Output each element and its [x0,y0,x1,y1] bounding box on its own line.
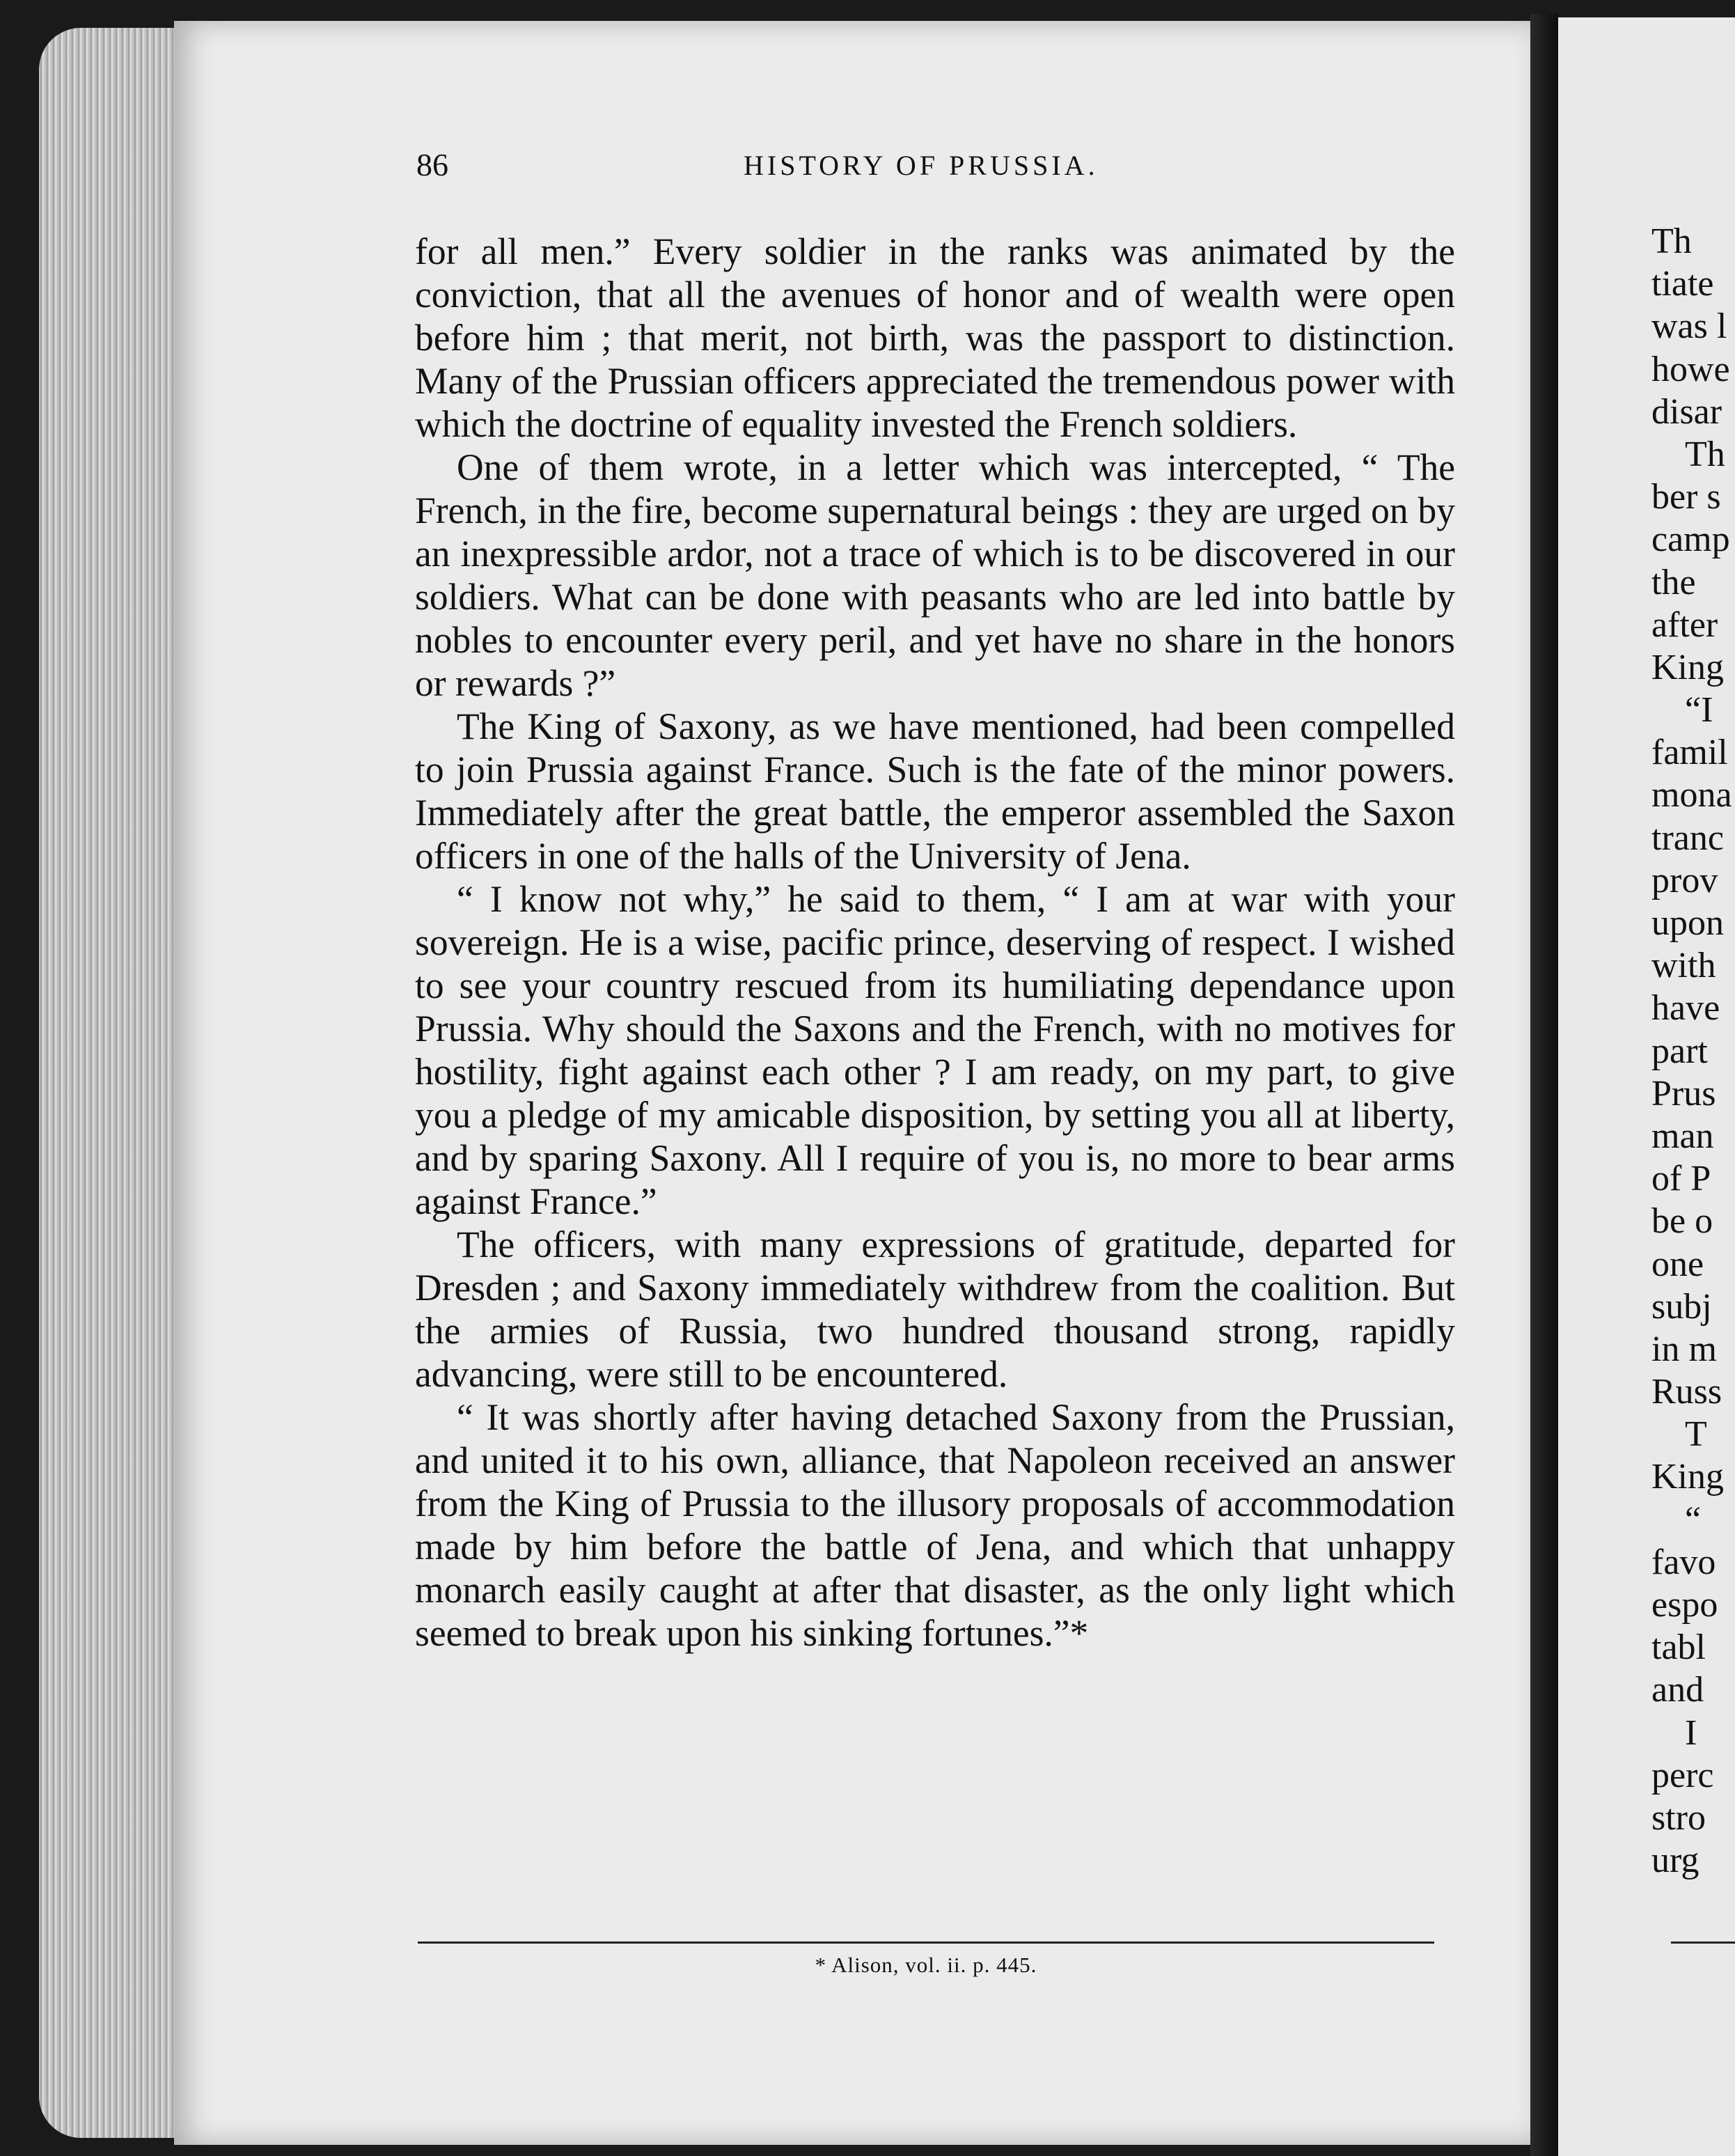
facing-page-line: the [1651,562,1696,602]
facing-page-line: Th [1651,221,1692,261]
book-page-edges [39,28,185,2138]
facing-page-line: of P [1651,1159,1711,1199]
paragraph: The King of Saxony, as we have mentioned, had been compelled to join Prussia against France. Such is the fate of the minor powers. Immediately after the great battle, the emperor assembled the Saxon officers in one of the halls of the University of Jena. [415,705,1455,877]
facing-page-line: mona [1651,775,1732,815]
facing-page-line: King [1651,1457,1724,1497]
facing-page-line: in m [1651,1329,1717,1369]
facing-page-line: howe [1651,349,1730,389]
facing-page-line: after [1651,604,1718,645]
facing-page-line: Th [1685,434,1725,474]
facing-page-line: prov [1651,860,1718,900]
facing-page-line: man [1651,1116,1714,1156]
footnote: * Alison, vol. ii. p. 445. [815,1953,1037,1977]
paragraph: The officers, with many expressions of gratitude, departed for Dresden ; and Saxony immediately withdrew from the coalition. But the armies of Russia, two hundred thousand strong, rapidly advancing, were still to be encountered. [415,1224,1455,1395]
facing-page-line: with [1651,946,1716,986]
facing-page-line: Prus [1651,1073,1716,1114]
facing-page-line: tranc [1651,818,1724,858]
facing-page-line: King [1651,647,1724,687]
facing-page-line: espo [1651,1585,1718,1625]
facing-page-footnote-divider [1671,1942,1735,1944]
body-text [415,230,1455,1655]
facing-page-text [1651,220,1735,1882]
book-gutter [1530,14,1558,2156]
page-header [416,146,1461,188]
facing-page-line: Russ [1651,1372,1722,1412]
facing-page-line: T [1685,1414,1707,1455]
running-head: HISTORY OF PRUSSIA. [744,150,1099,181]
facing-page-line: camp [1651,520,1730,560]
facing-page-line: tabl [1651,1627,1706,1668]
facing-page-line: ber s [1651,477,1721,517]
facing-page-line: and [1651,1670,1704,1710]
paragraph: for all men.” Every soldier in the ranks was animated by the conviction, that all the avenues of honor and of wealth were open before him ; that merit, not birth, was the passport to distinction. Many of the Prussian officers appreciated the tremendous power with which the doctrine of equality invested the French soldiers. [415,231,1455,445]
facing-page-line: subj [1651,1286,1712,1327]
paragraph: “ I know not why,” he said to them, “ I am at war with your sovereign. He is a wise, pacific prince, deserving of respect. I wished to see your country rescued from its humiliating dependance upon Prussia. Why should the Saxons and the French, with no motives for hostility, fight against each other ? I am ready, on my part, to give you a pledge of my amicable disposition, by setting you all at liberty, and by sparing Saxony. All I require of you is, no more to bear arms against France.” [415,878,1455,1222]
facing-page-line: was l [1651,306,1727,347]
facing-page-line: part [1651,1031,1708,1071]
facing-page-line: upon [1651,903,1724,943]
facing-page-line: disar [1651,391,1722,432]
facing-page-line: urg [1651,1841,1699,1881]
page-number: 86 [416,147,448,182]
facing-page-line: perc [1651,1755,1714,1795]
footnote-divider [418,1942,1434,1944]
facing-page-line: one [1651,1244,1704,1284]
facing-page-line: favo [1651,1542,1716,1582]
paragraph: One of them wrote, in a letter which was intercepted, “ The French, in the fire, become supernatural beings : they are urged on by an inexpressible ardor, not a trace of which is to be discovered in our soldiers. What can be done with peasants who are led into battle by nobles to encounter every peril, and yet have no share in the honors or rewards ?” [415,446,1455,704]
facing-page-line: be o [1651,1201,1713,1242]
facing-page-line: I [1685,1712,1697,1753]
facing-page-line: “ [1685,1499,1702,1540]
paragraph: “ It was shortly after having detached Saxony from the Prussian, and united it to his own, alliance, that Napoleon received an answer from the King of Prussia to the illusory proposals of accommodation made by him before the battle of Jena, and which that unhappy monarch easily caught at after that disaster, as the only light which seemed to break upon his sinking fortunes.”* [415,1396,1455,1654]
facing-page-line: have [1651,988,1720,1029]
facing-page-line: tiate [1651,264,1714,304]
facing-page-line: “I [1685,690,1713,731]
facing-page-line: famil [1651,733,1728,773]
facing-page-line: stro [1651,1797,1706,1838]
